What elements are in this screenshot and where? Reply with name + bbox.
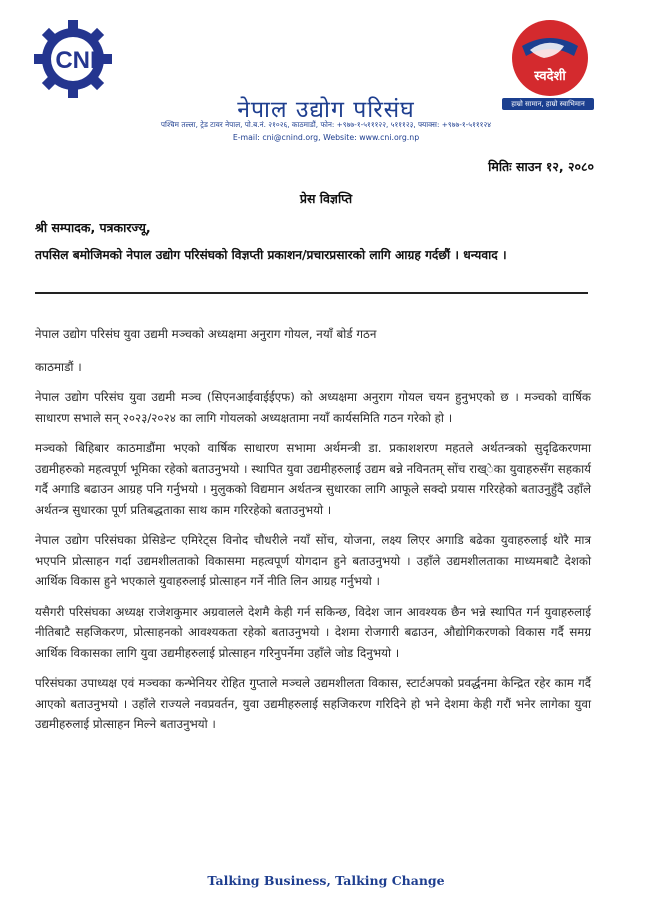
press-body [35,324,591,745]
logo-tagline: हाम्रो सामान, हाम्रो स्वाभिमान [502,98,594,110]
dateline: काठमाडौं । [35,359,82,374]
cni-gear-logo [32,18,114,100]
divider [35,292,588,294]
logo-right-text: स्वदेशी [534,69,566,84]
footer-slogan: Talking Business, Talking Change [207,873,445,888]
salutation: श्री सम्पादक, पत्रकारज्यू, [35,220,151,235]
publication-request: तपसिल बमोजिमको नेपाल उद्योग परिसंघको विज्ञप्ती प्रकाशन/प्रचारप्रसारको लागि आग्रह गर्दछौं । धन्यवाद । [35,248,507,262]
body-paragraph: नेपाल उद्योग परिसंघ युवा उद्यमी मञ्च (सिएनआईवाईईएफ) को अध्यक्षमा अनुराग गोयल चयन हुनुभएको छ । मञ्चको वार्षिक साधारण सभाले सन् २०२३/२०२४ का लागि गोयलको अध्यक्षतामा नयाँ कार्यसमिति गठन गरेको हो । [35,390,591,425]
swadeshi-logo [500,16,596,108]
body-paragraph: नेपाल उद्योग परिसंघका प्रेसिडेन्ट एमिरेट्स विनोद चौधरीले नयाँ सोंच, योजना, लक्ष्य लिएर अगाडि बढेका युवाहरुलाई थोरै मात्र भएपनि प्रोत्साहन गर्दा उद्यमशीलताको विकासमा महत्वपूर्ण योगदान हुने बताउनुभयो । उहाँले उद्यमशीलताका माध्यमबाटै देशको आर्थिक विकास हुने भएकाले युवाहरुलाई प्रोत्साहन गर्ने नीति लिन आग्रह गर्नुभयो । [35,533,591,588]
press-release-title: प्रेस विज्ञप्ति [299,191,353,206]
address-line: पश्चिम तल्ला, ट्रेड टावर नेपाल, पो.ब.नं. २१०२६, काठमाडौं, फोन: +९७७-१-५१११२२, ५१११२३, फ्याक्स: +९७७-१-५१११२४ [160,120,492,129]
news-headline: नेपाल उद्योग परिसंघ युवा उद्यमी मञ्चको अध्यक्षमा अनुराग गोयल, नयाँ बोर्ड गठन [35,327,377,341]
release-date: मितिः साउन १२, २०८० [488,159,594,174]
body-paragraph: यसैगरी परिसंघका अध्यक्ष राजेशकुमार अग्रवालले देशमै केही गर्न सकिन्छ, विदेश जान आवश्यक छैन भन्ने स्थापित गर्न युवाहरुलाई नीतिबाटै सहजिकरण, प्रोत्साहनको आवश्यकता रहेको बताउनुभयो । देशमा रोजगारी बढाउन, औद्योगिकरणको विकास गर्दै समग्र आर्थिक विकासका लागि युवा उद्यमीहरुलाई प्रोत्साहन गरिनुपर्नेमा उहाँले जोड दिनुभयो । [35,604,591,660]
logo-left-text: CNI [55,47,97,74]
body-paragraph: मञ्चको बिहिबार काठमाडौंमा भएको वार्षिक साधारण सभामा अर्थमन्त्री डा. प्रकाशशरण महतले अर्थतन्त्रको सुदृढिकरणमा उद्यमीहरुको महत्वपूर्ण भूमिका रहेको बताउनुभयो । स्थापित युवा उद्यमीहरुलाई उद्यम बन्ने नविनतम् सोंच राख्ेका युवाहरुसँग सहकार्य गर्दै अगाडि बढाउन आग्रह पनि गर्नुभयो । मुलुकको विद्यमान अर्थतन्त्र सुधारका लागि आफूले सक्दो प्रयास गरिरहेको बताउनुहुँदै उहाँले अर्थतन्त्र सुधारका पूर्ण प्रतिबद्धताका साथ काम गरिरहेको बताउनुभयो । [35,441,591,517]
gear-icon [32,18,114,100]
swadeshi-emblem-icon [500,16,596,100]
org-name: नेपाल उद्योग परिसंघ [237,97,415,123]
contact-line: E-mail: cni@cnind.org, Website: www.cni.org.np [232,133,420,142]
body-paragraph: परिसंघका उपाध्यक्ष एवं मञ्चका कन्भेनियर रोहित गुप्ताले मञ्चले उद्यमशीलता विकास, स्टार्टअपको प्रवर्द्धनमा केन्द्रित रहेर काम गर्दै आएको बताउनुभयो । उहाँले राज्यले नवप्रवर्तन, युवा उद्यमीहरुलाई सहजिकरण गरिदिने हो भने देशमा केही गरौं भनेर लागेका युवा उद्यमीहरुलाई प्रोत्साहन मिल्ने बताउनुभयो । [35,676,591,731]
